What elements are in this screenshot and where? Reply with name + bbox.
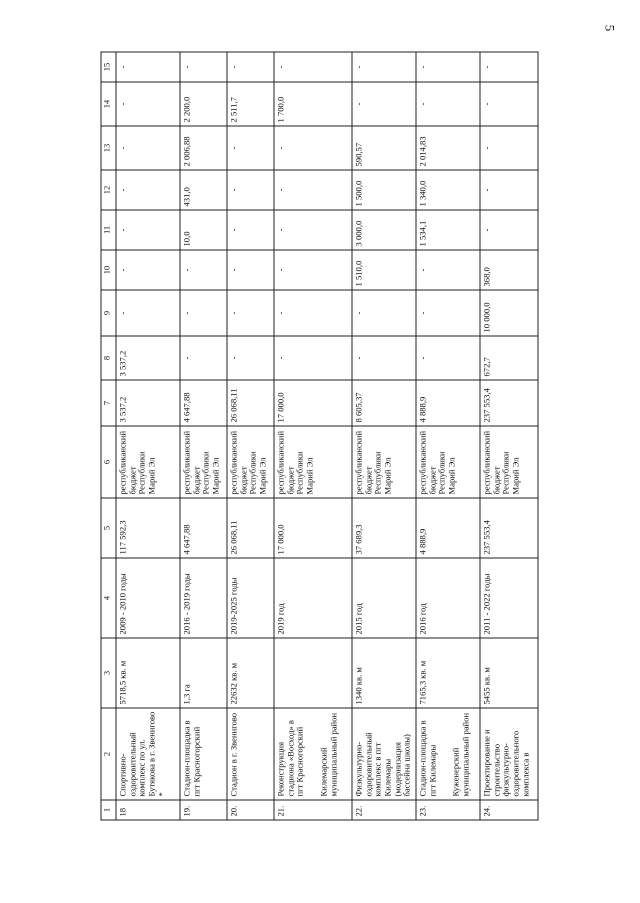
cell-value: -	[480, 52, 538, 82]
cell-value: -	[480, 210, 538, 250]
cell-value: -	[116, 52, 180, 82]
district-label: Куженерский муниципальный район	[450, 712, 471, 797]
cell-value: -	[274, 126, 352, 170]
cell-value: -	[116, 250, 180, 290]
cell-value: 2 511,7	[227, 82, 274, 126]
cell-no: 21.	[274, 800, 352, 820]
cell-value: -	[480, 126, 538, 170]
cell-value: -	[227, 336, 274, 380]
cell-value: -	[116, 126, 180, 170]
cell-total: 17 000,0	[274, 498, 352, 558]
col-header: 9	[101, 290, 116, 336]
cell-value: -	[274, 250, 352, 290]
cell-period: 2019-2025 годы	[227, 558, 274, 638]
cell-value: -	[227, 52, 274, 82]
cell-value: 8 605,37	[352, 380, 416, 426]
cell-name: Стадион-площадка в пгт Килемары Куженерский муниципальный район	[416, 708, 480, 800]
col-header: 13	[101, 126, 116, 170]
table-row	[274, 52, 352, 820]
cell-value: 3 537,2	[116, 336, 180, 380]
cell-value: 10 000,0	[480, 290, 538, 336]
cell-value: -	[274, 210, 352, 250]
cell-total: 26 068,11	[227, 498, 274, 558]
cell-value: 2 200,0	[180, 82, 227, 126]
cell-period: 2016 год	[416, 558, 480, 638]
cell-total: 4 888,9	[416, 498, 480, 558]
col-header: 7	[101, 380, 116, 426]
cell-value: -	[352, 290, 416, 336]
col-header: 10	[101, 250, 116, 290]
col-header: 4	[101, 558, 116, 638]
cell-value: 1 340,0	[416, 170, 480, 210]
cell-value: 1 534,1	[416, 210, 480, 250]
cell-value: -	[180, 250, 227, 290]
cell-value: -	[116, 210, 180, 250]
col-header: 8	[101, 336, 116, 380]
cell-value: -	[180, 336, 227, 380]
cell-no: 19.	[180, 800, 227, 820]
cell-size: 5718,5 кв. м	[116, 638, 180, 708]
col-header: 11	[101, 210, 116, 250]
cell-value: -	[274, 52, 352, 82]
col-header: 12	[101, 170, 116, 210]
cell-value: -	[416, 336, 480, 380]
table-row	[180, 52, 227, 820]
cell-period: 2019 год	[274, 558, 352, 638]
col-header: 2	[101, 708, 116, 800]
cell-no: 22.	[352, 800, 416, 820]
cell-name: Реконструкция стадиона «Восход» в пгт Красногорский Килемарский муниципальный район	[274, 708, 352, 800]
cell-value: -	[227, 210, 274, 250]
cell-no: 18	[116, 800, 180, 820]
cell-value: 672,7	[480, 336, 538, 380]
cell-value: -	[116, 82, 180, 126]
cell-name: Физкультурно-оздоровительный комплекс в пгт Килемары (модернизация бассейна школы)	[352, 708, 416, 800]
cell-no: 20.	[227, 800, 274, 820]
cell-source: республиканский бюджет Республики Марий Эл	[274, 426, 352, 498]
cell-source: республиканский бюджет Республики Марий Эл	[180, 426, 227, 498]
col-header: 1	[101, 800, 116, 820]
cell-value: 590,57	[352, 126, 416, 170]
cell-period: 2011 - 2022 годы	[480, 558, 538, 638]
cell-source: республиканский бюджет Республики Марий Эл	[352, 426, 416, 498]
header-row	[101, 52, 116, 820]
cell-size: 22632 кв. м	[227, 638, 274, 708]
cell-source: республиканский бюджет Республики Марий Эл	[116, 426, 180, 498]
cell-size: 1340 кв. м	[352, 638, 416, 708]
table-row	[480, 52, 538, 820]
cell-value: -	[352, 336, 416, 380]
cell-value: -	[274, 290, 352, 336]
cell-size	[274, 638, 352, 708]
col-header: 3	[101, 638, 116, 708]
cell-size: 5455 кв. м	[480, 638, 538, 708]
cell-value: -	[227, 126, 274, 170]
col-header: 6	[101, 426, 116, 498]
program-table	[101, 52, 539, 821]
table-row	[116, 52, 180, 820]
cell-period: 2009 - 2010 годы	[116, 558, 180, 638]
cell-value: 17 000,0	[274, 380, 352, 426]
cell-name: Проектирование и строительство физкультурно-оздоровительного комплекса в	[480, 708, 538, 800]
cell-value: -	[480, 82, 538, 126]
cell-value: 368,0	[480, 250, 538, 290]
cell-value: 4 888,9	[416, 380, 480, 426]
cell-value: -	[480, 170, 538, 210]
cell-size: 1,3 га	[180, 638, 227, 708]
cell-value: 10,0	[180, 210, 227, 250]
cell-total: 37 689,3	[352, 498, 416, 558]
cell-total: 117 592,3	[116, 498, 180, 558]
cell-total: 4 647,88	[180, 498, 227, 558]
cell-size: 7165,3 кв. м	[416, 638, 480, 708]
cell-value: -	[180, 52, 227, 82]
cell-value: -	[352, 52, 416, 82]
cell-value: -	[227, 170, 274, 210]
cell-value: 26 068,11	[227, 380, 274, 426]
cell-value: 3 000,0	[352, 210, 416, 250]
cell-value: 3 537,2	[116, 380, 180, 426]
cell-value: -	[227, 290, 274, 336]
cell-value: -	[180, 290, 227, 336]
cell-value: -	[227, 250, 274, 290]
cell-value: 1 500,0	[352, 170, 416, 210]
cell-value: -	[416, 52, 480, 82]
cell-no: 24.	[480, 800, 538, 820]
cell-value: -	[116, 170, 180, 210]
cell-value: -	[274, 170, 352, 210]
page-number: 5	[602, 24, 618, 32]
cell-value: 2 006,88	[180, 126, 227, 170]
district-label: Килемарский муниципальный район	[318, 712, 338, 797]
cell-period: 2015 год	[352, 558, 416, 638]
cell-source: республиканский бюджет Республики Марий Эл	[480, 426, 538, 498]
cell-value: 2 014,83	[416, 126, 480, 170]
cell-value: -	[352, 82, 416, 126]
table-row	[416, 52, 480, 820]
cell-value: 431,0	[180, 170, 227, 210]
cell-name: Стадион-площадка в пгт Красногорский	[180, 708, 227, 800]
col-header: 5	[101, 498, 116, 558]
cell-name: Спортивно-оздоровительный комплекс по ул. Бутякова в г. Звенигово *	[116, 708, 180, 800]
cell-value: -	[416, 250, 480, 290]
cell-value: -	[416, 290, 480, 336]
cell-value: -	[274, 336, 352, 380]
cell-source: республиканский бюджет Республики Марий Эл	[416, 426, 480, 498]
cell-value: -	[116, 290, 180, 336]
cell-name: Стадион в г. Звенигово	[227, 708, 274, 800]
col-header: 15	[101, 52, 116, 82]
cell-value: -	[416, 82, 480, 126]
cell-value: 237 553,4	[480, 380, 538, 426]
cell-source: республиканский бюджет Республики Марий Эл	[227, 426, 274, 498]
cell-period: 2016 - 2019 годы	[180, 558, 227, 638]
col-header: 14	[101, 82, 116, 126]
table-row	[227, 52, 274, 820]
cell-value: 1 700,0	[274, 82, 352, 126]
cell-value: 1 510,0	[352, 250, 416, 290]
table-row	[352, 52, 416, 820]
cell-no: 23.	[416, 800, 480, 820]
cell-total: 237 553,4	[480, 498, 538, 558]
cell-value: 4 647,88	[180, 380, 227, 426]
